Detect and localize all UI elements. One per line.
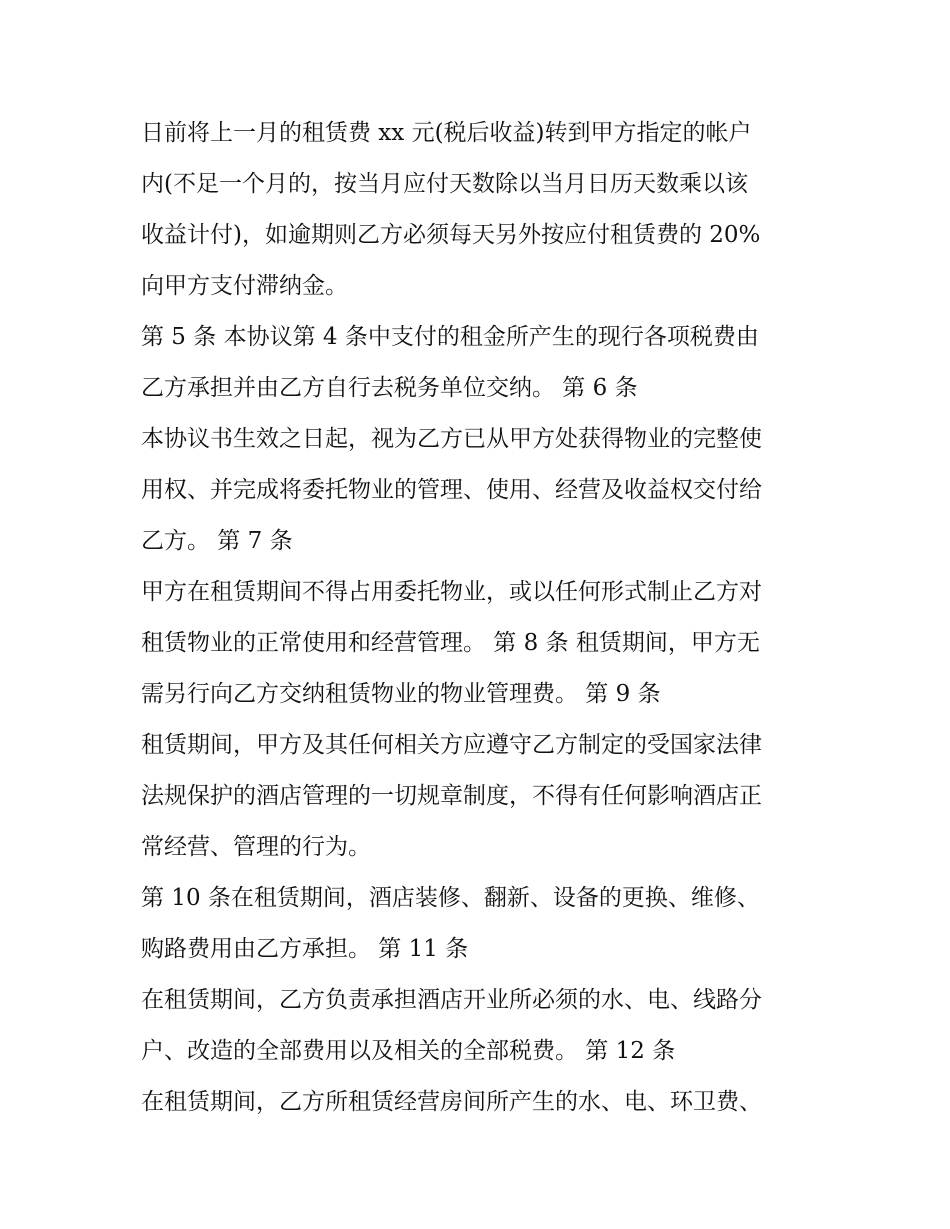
- text-line: 法规保护的酒店管理的一切规章制度，不得有任何影响酒店正: [141, 783, 762, 809]
- text-line: 户、改造的全部费用以及相关的全部税费。 第 12 条: [141, 1038, 676, 1064]
- text-line: 内(不足一个月的，按当月应付天数除以当月日历天数乘以该: [141, 171, 748, 197]
- text-line: 租赁物业的正常使用和经营管理。 第 8 条 租赁期间，甲方无: [141, 630, 760, 656]
- text-line: 收益计付)，如逾期则乙方必须每天另外按应付租赁费的 20%: [141, 222, 761, 248]
- contract-text: [141, 108, 821, 1128]
- text-line: 乙方承担并由乙方自行去税务单位交纳。 第 6 条: [141, 375, 638, 401]
- text-line: 向甲方支付滞纳金。: [141, 273, 348, 299]
- text-line: 在租赁期间，乙方所租赁经营房间所产生的水、电、环卫费、: [141, 1089, 762, 1115]
- text-line: 本协议书生效之日起，视为乙方已从甲方处获得物业的完整使: [141, 426, 762, 452]
- text-line: 购路费用由乙方承担。 第 11 条: [141, 936, 469, 962]
- text-line: 第 5 条 本协议第 4 条中支付的租金所产生的现行各项税费由: [141, 324, 759, 350]
- text-line: 在租赁期间，乙方负责承担酒店开业所必须的水、电、线路分: [141, 987, 762, 1013]
- text-line: 甲方在租赁期间不得占用委托物业，或以任何形式制止乙方对: [141, 579, 762, 605]
- text-line: 日前将上一月的租赁费 xx 元(税后收益)转到甲方指定的帐户: [141, 120, 752, 146]
- text-line: 租赁期间，甲方及其任何相关方应遵守乙方制定的受国家法律: [141, 732, 762, 758]
- text-line: 乙方。 第 7 条: [141, 528, 293, 554]
- text-line: 用权、并完成将委托物业的管理、使用、经营及收益权交付给: [141, 477, 762, 503]
- text-line: 需另行向乙方交纳租赁物业的物业管理费。 第 9 条: [141, 681, 661, 707]
- text-line: 第 10 条在租赁期间，酒店装修、翻新、设备的更换、维修、: [141, 885, 760, 911]
- text-line: 常经营、管理的行为。: [141, 834, 371, 860]
